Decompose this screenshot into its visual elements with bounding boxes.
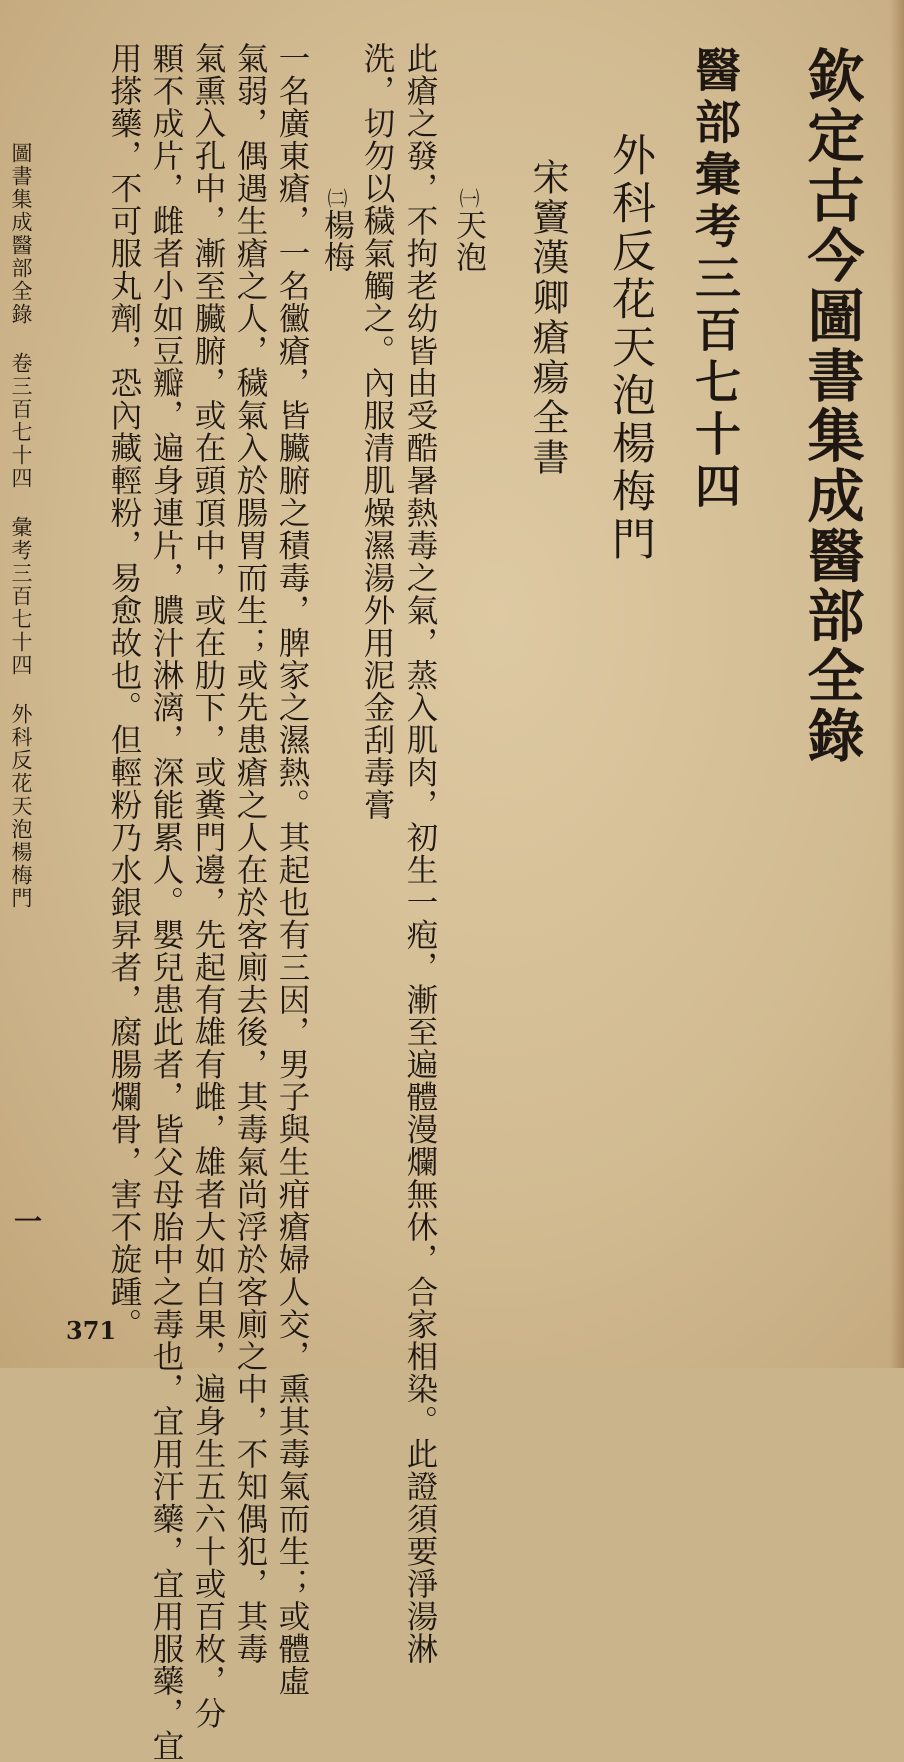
body-line: 此瘡之發，不拘老幼皆由受酷暑熱毒之氣，蒸入肌肉，初生一疱，漸至遍體漫爛無休，合家相染。此證須要淨湯淋 — [402, 42, 438, 1665]
body-line: 氣熏入孔中，漸至臟腑，或在頭頂中，或在肋下，或糞門邊，先起有雄有雌，雄者大如白果，遍身生五六十或百枚，分 — [190, 42, 226, 1730]
page-edge-shadow — [890, 0, 904, 1368]
margin-fascicle: 卷三百七十四 — [9, 352, 33, 490]
margin-running-head — [6, 142, 36, 910]
body-line: 顆不成片，雌者小如豆瓣，遍身連片，膿汁淋漓，深能累人。嬰兒患此者，皆父母胎中之毒也，宜用汗藥，宜用服藥，宜 — [148, 42, 184, 1762]
entry-heading-text: 天泡 — [450, 209, 486, 273]
body-line: 用搽藥，不可服丸劑，恐內藏輕粉，易愈故也。但輕粉乃水銀昇者，腐腸爛骨，害不旋踵。 — [106, 42, 142, 1340]
body-line: 一名廣東瘡，一名黴瘡，皆臟腑之積毒，脾家之濕熱。其起也有三因，男子與生疳瘡婦人交，熏其毒氣而生；或體虛 — [274, 42, 310, 1697]
entry-heading-tianpao — [446, 188, 491, 273]
entry-heading-text: 楊梅 — [318, 209, 354, 273]
author-line: 宋竇漢卿瘡瘍全書 — [526, 158, 569, 478]
body-line: 洗，切勿以穢氣觸之。內服清肌燥濕湯外用泥金刮毒膏 — [359, 42, 395, 821]
entry-marker: ㈡ — [324, 188, 348, 209]
book-title: 欽定古今圖書集成醫部全錄 — [798, 46, 865, 766]
volume-title: 醫部彙考三百七十四 — [688, 46, 742, 514]
section-title: 外科反花天泡楊梅門 — [604, 132, 655, 564]
body-line: 氣弱，偶遇生瘡之人，穢氣入於腸胃而生；或先患瘡之人在於客廁去後，其毒氣尚浮於客廁之中，不知偶犯，其毒 — [232, 42, 268, 1665]
margin-section: 外科反花天泡楊梅門 — [9, 703, 33, 910]
margin-volume: 彙考三百七十四 — [9, 516, 33, 677]
entry-marker: ㈠ — [456, 188, 480, 209]
margin-book: 圖書集成醫部全錄 — [9, 142, 33, 326]
leaf-number: 一 — [14, 1205, 43, 1238]
entry-heading-yangmei — [314, 188, 359, 273]
page-number: 371 — [66, 1316, 117, 1345]
